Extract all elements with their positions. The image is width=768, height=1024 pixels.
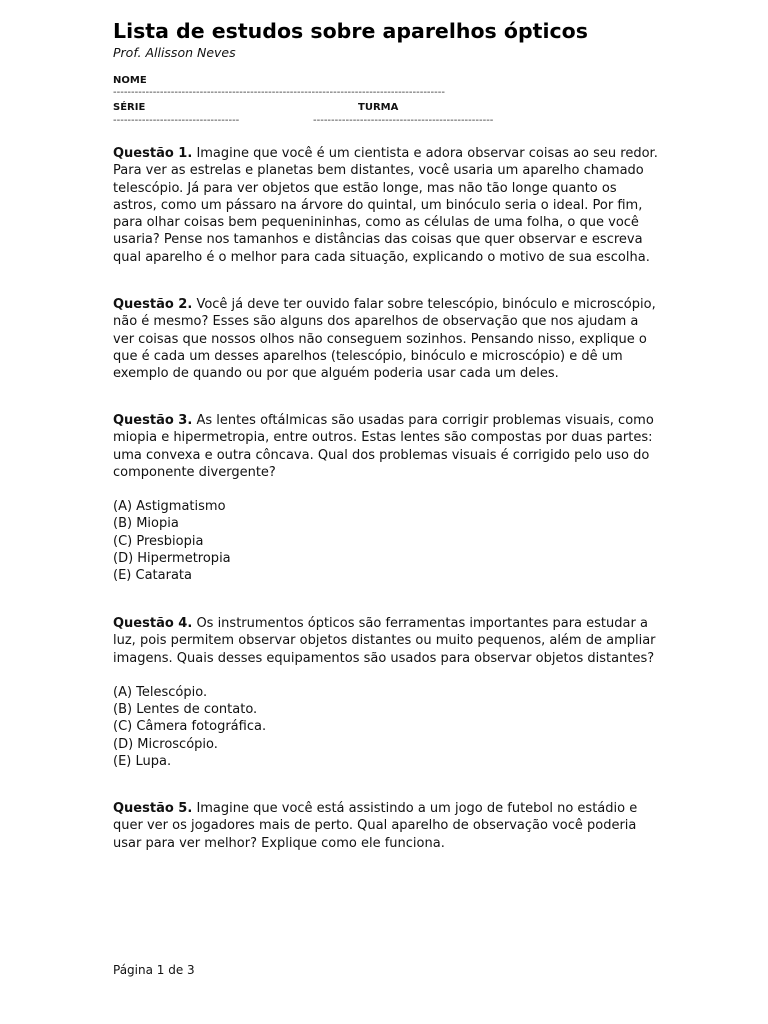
author-name: Prof. Allisson Neves: [113, 45, 236, 60]
answer-option: (A) Telescópio.: [113, 684, 208, 700]
answer-option: (B) Lentes de contato.: [113, 702, 258, 718]
question-number: Questão 1.: [113, 146, 193, 161]
question-text: Os instrumentos ópticos são ferramentas importantes para estudar a luz, pois permitem observar objetos distantes ou muito pequenos, além de ampliar imagens. Quais desses equipamentos são usados para observar objetos distantes?: [113, 616, 656, 666]
question-text: Imagine que você está assistindo a um jogo de futebol no estádio e quer ver os jogadores mais de perto. Qual aparelho de observação você poderia usar para ver melhor? Explique como ele funciona.: [113, 801, 638, 851]
question-5: [113, 800, 658, 852]
question-4: [113, 615, 658, 770]
nome-label: NOME: [113, 75, 147, 86]
answer-options: [113, 684, 658, 770]
question-text: As lentes oftálmicas são usadas para corrigir problemas visuais, como miopia e hipermetropia, entre outros. Estas lentes são compostas por duas partes: uma convexa e outra côncava. Qual dos problemas visuais é corrigido pelo uso do componente divergente?: [113, 413, 654, 480]
page-number: Página 1 de 3: [113, 963, 195, 977]
answer-options: [113, 498, 658, 584]
answer-option: (C) Presbiopia: [113, 533, 204, 549]
question-number: Questão 2.: [113, 297, 193, 312]
serie-line: -----------------------------------: [113, 115, 240, 126]
turma-line: --------------------------------------------------: [313, 115, 494, 126]
question-3: [113, 412, 658, 585]
answer-option: (D) Hipermetropia: [113, 551, 231, 567]
question-number: Questão 5.: [113, 801, 193, 816]
question-text: Você já deve ter ouvido falar sobre telescópio, binóculo e microscópio, não é mesmo? Esses são alguns dos aparelhos de observação que nos ajudam a ver coisas que nossos olhos não conseguem sozinhos. Pensando nisso, explique o que é cada um desses aparelhos (telescópio, binóculo e microscópio) e dê um exemplo de quando ou por que alguém poderia usar cada um deles.: [113, 297, 656, 382]
question-number: Questão 3.: [113, 413, 193, 428]
nome-line: --------------------------------------------------------------------------------------------: [113, 87, 445, 98]
question-number: Questão 4.: [113, 616, 193, 631]
question-text: Imagine que você é um cientista e adora observar coisas ao seu redor. Para ver as estrelas e planetas bem distantes, você usaria um aparelho chamado telescópio. Já para ver objetos que estão longe, mas não tão longe quanto os astros, como um pássaro na árvore do quintal, um binóculo seria o ideal. Por fim, para olhar coisas bem pequenininhas, como as células de uma folha, o que você usaria? Pense nos tamanhos e distâncias das coisas que quer observar e escreva qual aparelho é o melhor para cada situação, explicando o motivo de sua escolha.: [113, 146, 658, 265]
question-2: [113, 296, 658, 382]
answer-option: (E) Catarata: [113, 568, 192, 584]
document-header: [113, 18, 658, 132]
serie-label: SÉRIE: [113, 102, 146, 113]
answer-option: (B) Miopia: [113, 516, 179, 532]
answer-option: (A) Astigmatismo: [113, 499, 226, 515]
turma-label: TURMA: [358, 102, 399, 113]
student-fields: [113, 75, 658, 132]
answer-option: (C) Câmera fotográfica.: [113, 719, 267, 735]
answer-option: (D) Microscópio.: [113, 736, 218, 752]
serie-turma-row: [113, 102, 658, 132]
page-title: Lista de estudos sobre aparelhos ópticos: [113, 19, 588, 43]
answer-option: (E) Lupa.: [113, 754, 172, 770]
question-1: [113, 145, 658, 266]
